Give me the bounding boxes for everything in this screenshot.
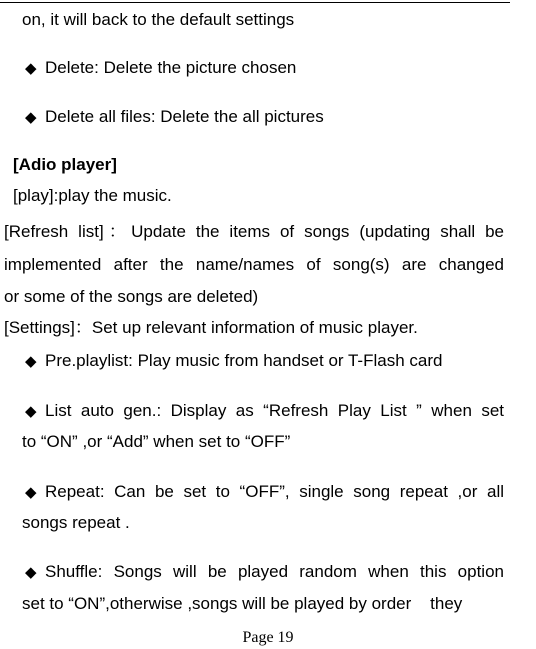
bullet-text: Pre.playlist: Play music from handset or T-Flash card (45, 351, 443, 370)
section-heading: [Adio player] (13, 155, 117, 174)
diamond-bullet-icon: ◆ (25, 109, 37, 126)
bullet-item (25, 351, 442, 372)
text-line: set to “ON”,otherwise ,songs will be played by order they (22, 594, 463, 613)
text-line: [play]:play the music. (13, 186, 172, 205)
bullet-item (25, 562, 504, 583)
bullet-text: Delete all files: Delete the all pictures (45, 107, 324, 126)
text-line: to “ON” ,or “Add” when set to “OFF” (22, 432, 291, 451)
text-line: on, it will back to the default settings (22, 10, 295, 29)
text-line: songs repeat . (22, 513, 130, 532)
bullet-text: Delete: Delete the picture chosen (45, 58, 297, 77)
diamond-bullet-icon: ◆ (25, 484, 37, 501)
page-number: Page 19 (242, 629, 294, 646)
bullet-text: List auto gen.: Display as “Refresh Play List ” when set (45, 401, 504, 420)
diamond-bullet-icon: ◆ (25, 564, 37, 581)
top-rule (0, 2, 510, 3)
bullet-item (25, 58, 296, 79)
diamond-bullet-icon: ◆ (25, 353, 37, 370)
bullet-item (25, 482, 504, 503)
text-line: [Settings]：Set up relevant information of music player. (4, 318, 418, 337)
diamond-bullet-icon: ◆ (25, 60, 37, 77)
text-line: or some of the songs are deleted) (4, 287, 259, 306)
bullet-item (25, 401, 504, 422)
bullet-text: Shuffle: Songs will be played random when this option (45, 562, 504, 581)
bullet-item (25, 107, 324, 128)
bullet-text: Repeat: Can be set to “OFF”, single song repeat ,or all (45, 482, 504, 501)
text-line: implemented after the name/names of song(s) are changed (4, 255, 504, 274)
text-line: [Refresh list]：Update the items of songs (updating shall be (4, 222, 504, 241)
diamond-bullet-icon: ◆ (25, 403, 37, 420)
